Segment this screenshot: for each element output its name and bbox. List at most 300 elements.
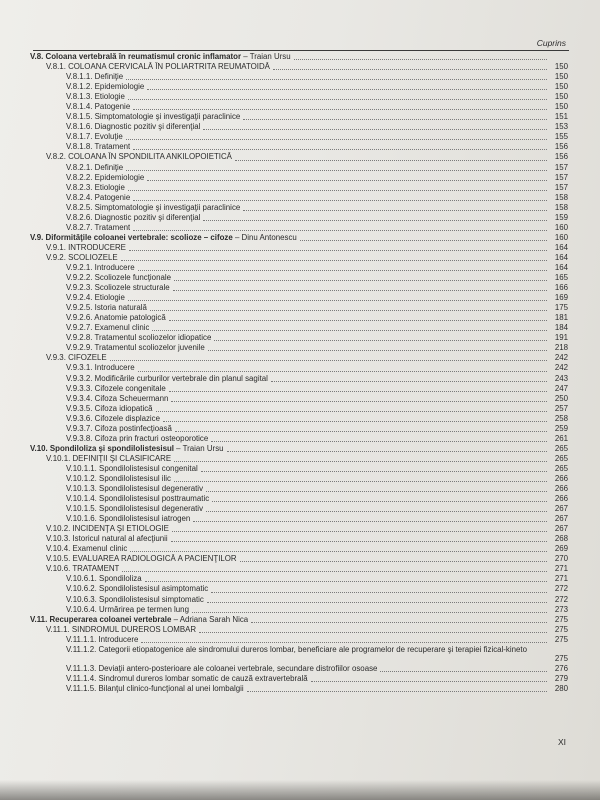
toc-entry-text: V.9.3.5. Cifoza idiopatică [66,403,153,413]
dot-leader [169,390,547,392]
toc-entry-title [66,484,203,494]
toc-page-number: 275 [554,634,568,644]
toc-entry-text: V.11.1.3. Deviaţii antero-posterioare ale coloanei vertebrale, secundare distrofiilor osoase [66,663,378,673]
toc-page-number: 181 [554,313,568,323]
dot-leader [174,480,547,482]
toc-entry [30,674,568,684]
toc-page-number: 159 [554,212,568,222]
toc-page-number: 247 [554,383,568,393]
toc-page-number: 156 [554,142,568,152]
dot-leader [207,601,547,603]
dot-leader [172,530,547,532]
toc-entry-title [66,584,208,594]
toc-entry [30,102,568,112]
dot-leader [271,380,547,382]
toc-entry [30,464,568,474]
dot-leader [171,540,547,542]
toc-entry-title [66,574,142,584]
toc-entry-title [46,353,107,363]
toc-entry-text: V.9.2.8. Tratamentul scoliozelor idiopatice [66,333,212,343]
dot-leader [173,289,547,291]
toc-entry-text: V.9.2.9. Tratamentul scoliozelor juvenile [66,343,205,353]
toc-entry-title [66,72,123,82]
toc-entry-text: V.10.6.4. Urmărirea pe termen lung [66,604,189,614]
toc-entry-text: V.9.2.2. Scoliozele funcţionale [66,273,171,283]
toc-entry-text: V.10.1.1. Spondilolistesisul congenital [66,463,198,473]
toc-entry-text: V.8.2.1. Definiţie [66,162,124,172]
dot-leader [133,199,547,201]
toc-entry-text: V.9.3.6. Cifozele displazice [66,413,161,423]
dot-leader [121,259,547,261]
toc-entry-text: V.10.6.2. Spondilolistesisul asimptomatic [66,584,209,594]
toc-entry-title [66,434,208,444]
toc-entry-text: V.11.1.5. Bilanţul clinico-funcţional al unei lombalgii [66,683,244,693]
toc-page-number: 166 [554,283,568,293]
toc-entry-text: V.8.1.2. Epidemiologie [66,82,145,92]
toc-entry-title [66,363,135,373]
toc-chapter-entry [30,444,568,454]
toc-entry [30,132,568,142]
toc-entry-text: V.11.1.2. Categorii etiopatogenice ale sindromului dureros lombar, beneficiare ale programelor de recuperare şi terapiei fizical-kineto [66,644,527,654]
toc-entry-text: V.10.2. INCIDENŢA ŞI ETIOLOGIE [46,524,169,534]
toc-entry [30,223,568,233]
toc-page-number: 272 [554,594,568,604]
toc-page-number: 158 [554,192,568,202]
toc-page-number: 272 [554,584,568,594]
toc-entry [30,163,568,173]
toc-entry-text: V.9.3.2. Modificările curburilor vertebrale din planul sagital [66,373,268,383]
toc-page-number: 150 [554,72,568,82]
toc-entry-title [46,524,169,534]
toc-entry-title [66,323,149,333]
dot-leader [171,400,547,402]
toc-entry-text: V.9.3.7. Cifoza postinfecţioasă [66,423,172,433]
toc-entry-title [66,424,172,434]
toc-page-number: 266 [554,473,568,483]
toc-entry-text: V.8.2.2. Epidemiologie [66,172,145,182]
toc-entry-title [30,444,224,454]
dot-leader [208,349,547,351]
toc-entry-title [66,173,144,183]
dot-leader [156,410,547,412]
dot-leader [126,138,547,140]
dot-leader [138,370,547,372]
toc-entry-title [46,152,232,162]
dot-leader [133,108,547,110]
toc-entry-title [66,684,244,694]
toc-entry-title [66,263,135,273]
dot-leader [138,269,547,271]
toc-page-number: 267 [554,524,568,534]
dot-leader [147,179,547,181]
toc-page-number: 150 [554,82,568,92]
toc-entry [30,605,568,615]
toc-entry [30,625,568,635]
toc-entry-text: V.9.1. INTRODUCERE [46,242,126,252]
toc-page-number: 243 [554,373,568,383]
toc-entry-title [46,564,119,574]
toc-page-number: 157 [554,162,568,172]
toc-entry-title [66,645,550,655]
toc-page-number: 250 [554,393,568,403]
dot-leader [152,329,547,331]
dot-leader [311,680,547,682]
toc-entry [30,544,568,554]
toc-entry [30,524,568,534]
toc-page-number: 268 [554,534,568,544]
dot-leader [227,450,547,452]
toc-entry-title [66,303,147,313]
toc-entry-title [66,514,190,524]
toc-entry-title [66,605,189,615]
toc-entry [30,414,568,424]
toc-entry-text: V.8.2.6. Diagnostic pozitiv şi diferenţial [66,212,201,222]
toc-entry-text: V.10.6.3. Spondilolistesisul simptomatic [66,594,204,604]
toc-entry-text: V.8.1.1. Definiţie [66,72,124,82]
dot-leader [122,570,547,572]
toc-entry-title [66,474,171,484]
toc-page-number: 279 [554,673,568,683]
toc-page-number: 160 [554,232,568,242]
toc-entry-text: V.9.2.4. Etiologie [66,293,125,303]
dot-leader [206,490,547,492]
dot-leader [147,88,547,90]
toc-entry [30,353,568,363]
toc-entry-title [66,664,377,674]
toc-entry-title [66,293,125,303]
toc-entry [30,494,568,504]
toc-page-number: 276 [554,663,568,673]
toc-page-number: 157 [554,172,568,182]
toc-entry [30,253,568,263]
dot-leader [110,359,547,361]
toc-entry [30,574,568,584]
toc-entry-text: V.10.1.4. Spondilolistesisul posttraumatic [66,494,210,504]
toc-page-number: 164 [554,262,568,272]
toc-page-number: 242 [554,363,568,373]
toc-entry [30,454,568,464]
dot-leader [129,249,547,251]
dot-leader [150,309,547,311]
toc-entry-text: V.9.3.8. Cifoza prin fracturi osteoporotice [66,433,209,443]
toc-entry [30,374,568,384]
toc-page-number: 160 [554,222,568,232]
toc-chapter-entry [30,233,568,243]
toc-entry-text: V.9.2.5. Istoria naturală [66,303,147,313]
toc-entry-title [66,595,204,605]
toc-entry-text: V.10.4. Examenul clinic [46,544,128,554]
toc-entry-title [66,203,240,213]
toc-entry-title [46,253,118,263]
toc-page-number: 271 [554,574,568,584]
toc-entry-title [66,183,125,193]
toc-page-number: 267 [554,504,568,514]
toc-page-number: 266 [554,494,568,504]
toc-page-number: 275 [554,624,568,634]
toc-entry-title [66,92,125,102]
toc-entry-text: V.10.6.1. Spondiloliza [66,574,142,584]
toc-entry [30,564,568,574]
toc-entry-author: – Traian Ursu [173,443,224,453]
toc-entry-text: V.9.3. CIFOZELE [46,353,107,363]
toc-entry-title [66,343,205,353]
toc-entry [30,645,568,664]
toc-entry [30,213,568,223]
toc-entry-title [66,102,130,112]
dot-leader [251,621,547,623]
toc-page-number: 156 [554,152,568,162]
toc-entry-author: – Dinu Antonescu [232,232,297,242]
toc-page-number: 165 [554,273,568,283]
toc-entry [30,173,568,183]
dot-leader [206,510,547,512]
toc-entry-text: V.10.6. TRATAMENT [46,564,120,574]
dot-leader [273,68,547,70]
toc-entry [30,152,568,162]
toc-entry-text: V.10.1.3. Spondilolistesisul degenerativ [66,484,204,494]
toc-entry-title [46,534,168,544]
toc-entry-title [66,374,268,384]
dot-leader [192,611,547,613]
toc-entry [30,263,568,273]
toc-entry [30,363,568,373]
dot-leader [128,299,547,301]
toc-entry-text: V.11. Recuperarea coloanei vertebrale [30,614,172,624]
toc-entry-author: – Traian Ursu [241,52,291,61]
toc-entry-text: V.8.1.5. Simptomatologie şi investigaţii paraclinice [66,112,241,122]
toc-entry-title [66,142,130,152]
toc-entry-author: – Adriana Sarah Nica [171,614,249,624]
toc-entry-text: V.10.5. EVALUAREA RADIOLOGICĂ A PACIENŢILOR [46,554,237,564]
toc-entry [30,534,568,544]
dot-leader [130,550,547,552]
toc-entry [30,203,568,213]
toc-chapter-entry [30,52,568,62]
toc-entry [30,404,568,414]
toc-entry [30,62,568,72]
toc-entry [30,384,568,394]
dot-leader [163,420,547,422]
toc-entry-title [66,404,153,414]
toc-entry [30,394,568,404]
toc-page-number: 258 [554,413,568,423]
toc-entry-title [66,384,166,394]
toc-page-number: 242 [554,353,568,363]
dot-leader [235,159,547,161]
toc-entry [30,333,568,343]
toc-entry-title [66,313,166,323]
dot-leader [294,58,547,60]
toc-entry-text: V.8.1.3. Etiologie [66,92,125,102]
toc-entry-text: V.8. Coloana vertebrală în reumatismul cronic inflamator [30,52,242,61]
toc-entry [30,554,568,564]
running-header: Cuprins [536,38,566,48]
toc-page-number: 175 [554,303,568,313]
toc-entry-text: V.8.2. COLOANA ÎN SPONDILITA ANKILOPOIETICĂ [46,152,232,162]
toc-page-number: 150 [554,62,568,72]
toc-entry [30,343,568,353]
toc-entry [30,635,568,645]
dot-leader [380,670,547,672]
toc-entry-title [46,454,171,464]
dot-leader [300,239,547,241]
dot-leader [193,520,547,522]
toc-chapter-entry [30,615,568,625]
toc-entry-title [66,223,130,233]
dot-leader [212,500,547,502]
dot-leader [169,319,547,321]
toc-entry-text: V.9.2.1. Introducere [66,262,135,272]
toc-entry-text: V.10.3. Istoricul natural al afecţiunii [46,534,168,544]
toc-entry [30,72,568,82]
dot-leader [203,219,547,221]
toc-entry [30,92,568,102]
dot-leader [199,631,547,633]
toc-entry [30,514,568,524]
toc-entry-title [66,122,200,132]
toc-entry-text: V.8.1.7. Evoluţie [66,132,123,142]
toc-entry-text: V.8.1.6. Diagnostic pozitiv şi diferenţial [66,122,201,132]
toc-page-number: 275 [554,653,568,663]
toc-entry-text: V.10.1.5. Spondilolistesisul degenerativ [66,504,204,514]
toc-entry-title [66,213,200,223]
dot-leader [201,470,547,472]
toc-entry [30,684,568,694]
toc-entry [30,434,568,444]
toc-page-number: 191 [554,333,568,343]
toc-entry [30,122,568,132]
header-rule [33,50,569,51]
toc-entry [30,283,568,293]
dot-leader [126,78,547,80]
dot-leader [203,128,547,130]
dot-leader [174,460,547,462]
dot-leader [214,339,547,341]
toc-page-number: 266 [554,484,568,494]
dot-leader [174,279,547,281]
toc-page-number: 151 [554,112,568,122]
dot-leader [243,209,547,211]
toc-page-number: 271 [554,564,568,574]
toc-entry-text: V.8.1. COLOANA CERVICALĂ ÎN POLIARTRITA REUMATOIDĂ [46,62,270,72]
toc-entry-text: V.10. Spondiloliza şi spondilolistesisul [30,443,174,453]
toc-page-number: 150 [554,102,568,112]
dot-leader [211,440,547,442]
toc-page-number: 265 [554,463,568,473]
toc-entry-text: V.8.2.4. Patogenie [66,192,131,202]
toc-entry-title [30,615,248,625]
dot-leader [133,229,547,231]
toc-page-number: 184 [554,323,568,333]
toc-entry-title [66,494,209,504]
toc-entry-title [46,544,127,554]
toc-entry-text: V.11.1. SINDROMUL DUREROS LOMBAR [46,624,197,634]
toc-entry [30,313,568,323]
toc-page-number: 265 [554,453,568,463]
toc-entry [30,484,568,494]
toc-page-number: 164 [554,242,568,252]
toc-entry [30,584,568,594]
toc-entry-title [66,464,198,474]
toc-entry-text: V.9.3.4. Cifoza Scheuermann [66,393,169,403]
toc-entry-title [66,283,170,293]
toc-entry [30,82,568,92]
toc-page-number: 267 [554,514,568,524]
toc-entry [30,474,568,484]
dot-leader [243,118,547,120]
dot-leader [211,591,547,593]
toc-entry-text: V.9.2.7. Examenul clinic [66,323,150,333]
toc-entry-text: V.8.2.3. Etiologie [66,182,125,192]
toc-entry-title [66,273,171,283]
toc-entry-text: V.10.1.2. Spondilolistesisul ilic [66,473,171,483]
toc-entry-title [66,333,211,343]
toc-page-number: 265 [554,443,568,453]
toc-entry-text: V.9.2.6. Anatomie patologică [66,313,166,323]
toc-entry [30,504,568,514]
dot-leader [126,169,547,171]
toc-entry [30,595,568,605]
toc-page-number: 261 [554,433,568,443]
toc-entry [30,424,568,434]
toc-entry-text: V.10.1. DEFINIŢII ŞI CLASIFICARE [46,453,172,463]
toc-entry-title [66,635,138,645]
dot-leader [240,560,547,562]
toc-entry-title [66,394,168,404]
dot-leader [145,580,547,582]
toc-page-number: 275 [554,614,568,624]
toc-entry-title [30,233,297,243]
toc-entry-title [46,625,196,635]
dot-leader [175,430,547,432]
toc-page-number: 257 [554,403,568,413]
toc-entry-text: V.8.2.5. Simptomatologie şi investigaţii paraclinice [66,202,241,212]
toc-entry [30,193,568,203]
dot-leader [128,189,547,191]
toc-entry-title [66,674,308,684]
toc-entry-title [46,243,126,253]
toc-entry-text: V.10.1.6. Spondilolistesisul iatrogen [66,514,191,524]
toc-entry-title [66,193,130,203]
toc-page-number: 269 [554,544,568,554]
toc-entry-title [46,62,270,72]
dot-leader [141,641,547,643]
toc-entry [30,293,568,303]
toc-page-number: 259 [554,423,568,433]
toc-entry-text: V.11.1.1. Introducere [66,634,139,644]
toc-entry-title [66,163,123,173]
toc-entry-text: V.8.2.7. Tratament [66,222,131,232]
toc-entry-text: V.9.3.3. Cifozele congenitale [66,383,166,393]
toc-entry-title [66,112,240,122]
toc-entry-title [66,414,160,424]
toc-entry-title [66,132,123,142]
toc-entry-title [66,504,203,514]
toc-entry [30,112,568,122]
toc-entry [30,243,568,253]
toc-entry [30,303,568,313]
toc-entry-title [46,554,237,564]
table-of-contents [30,52,568,694]
toc-entry [30,664,568,674]
toc-entry [30,273,568,283]
toc-entry-title [66,82,144,92]
toc-page-number: 150 [554,92,568,102]
toc-page-number: 273 [554,604,568,614]
toc-page-number: 280 [554,683,568,693]
toc-page-number: 218 [554,343,568,353]
toc-page-number: 153 [554,122,568,132]
